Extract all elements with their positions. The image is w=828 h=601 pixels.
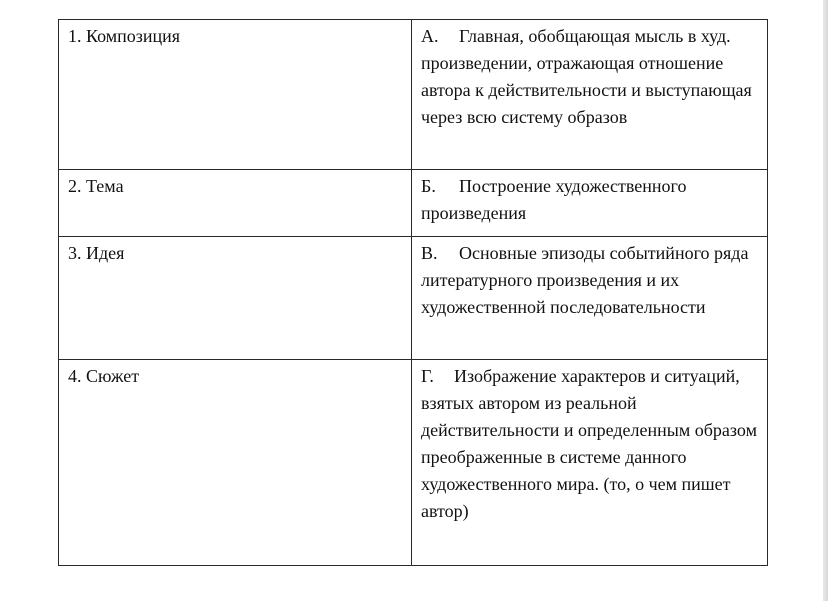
term-cell	[59, 360, 412, 566]
term-cell	[59, 170, 412, 237]
definition-letter: Б.	[421, 176, 436, 196]
definition-cell	[412, 170, 768, 237]
definition-cell	[412, 237, 768, 360]
definition-letter: А.	[421, 26, 439, 46]
term-text: 3. Идея	[68, 243, 125, 263]
table-row	[59, 360, 768, 566]
table-row	[59, 20, 768, 170]
definition-text: Главная, обобщающая мысль в худ. произведении, отражающая отношение автора к действительности и выступающая через всю систему образов	[421, 26, 752, 127]
term-cell	[59, 237, 412, 360]
definition-cell	[412, 20, 768, 170]
term-text: 4. Сюжет	[68, 366, 140, 386]
term-text: 2. Тема	[68, 176, 124, 196]
page-edge-shadow	[823, 0, 828, 601]
matching-table	[58, 19, 768, 566]
term-text: 1. Композиция	[68, 26, 181, 46]
term-cell	[59, 20, 412, 170]
definition-text: Основные эпизоды событийного ряда литературного произведения и их художественной последовательности	[421, 243, 749, 317]
table-row	[59, 170, 768, 237]
table-row	[59, 237, 768, 360]
definition-text: Построение художественного произведения	[421, 176, 687, 223]
definition-letter: В.	[421, 243, 438, 263]
definition-text: Изображение характеров и ситуаций, взятых автором из реальной действительности и определенным образом преображенные в системе данного художественного мира. (то, о чем пишет автор)	[421, 366, 757, 521]
definition-letter: Г.	[421, 366, 434, 386]
definition-cell	[412, 360, 768, 566]
